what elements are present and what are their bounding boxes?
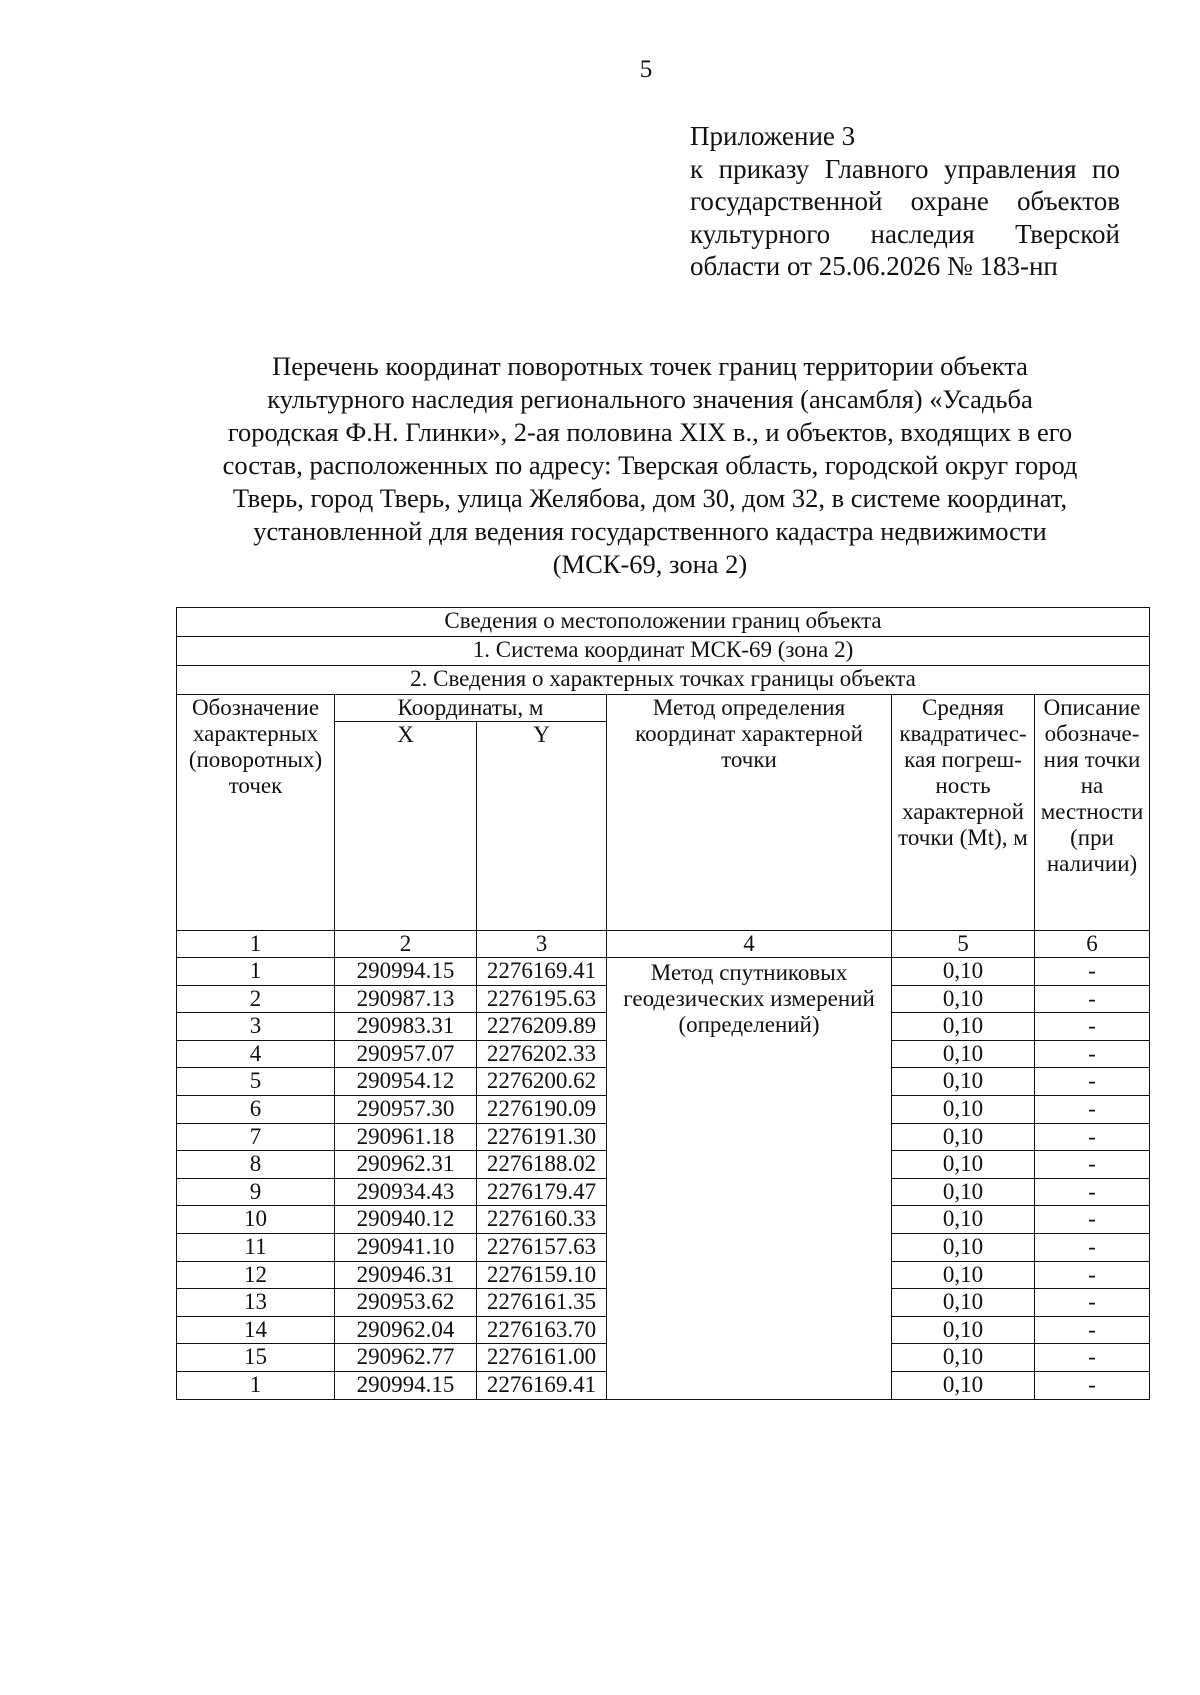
y-coordinate-cell: 2276200.62: [477, 1068, 607, 1096]
point-id-cell: 11: [177, 1233, 335, 1261]
column-number: 3: [477, 931, 607, 958]
header-text: характерной: [902, 799, 1024, 824]
description-cell: -: [1035, 1371, 1150, 1399]
description-cell: -: [1035, 1123, 1150, 1151]
point-id-cell: 8: [177, 1151, 335, 1179]
header-text: точек: [228, 773, 283, 798]
table-header-location: Сведения о местоположении границ объекта: [177, 608, 1150, 637]
point-id-cell: 12: [177, 1261, 335, 1289]
header-text: Обозначение: [191, 695, 320, 720]
title-line: городская Ф.Н. Глинки», 2-ая половина XIX в., и объектов, входящих в его: [227, 417, 1073, 447]
header-text: координат характерной: [635, 721, 863, 746]
x-coordinate-cell: 290934.43: [335, 1178, 477, 1206]
method-text: геодезических измерений: [623, 986, 875, 1011]
error-cell: 0,10: [892, 1316, 1035, 1344]
appendix-line: Приложение 3: [690, 121, 856, 151]
x-coordinate-cell: 290940.12: [335, 1206, 477, 1234]
title-line: состав, расположенных по адресу: Тверская область, городской округ город: [222, 450, 1078, 480]
x-coordinate-cell: 290962.31: [335, 1151, 477, 1179]
point-id-cell: 7: [177, 1123, 335, 1151]
table-row: [177, 958, 1150, 986]
x-coordinate-cell: 290962.04: [335, 1316, 477, 1344]
title-line: установленной для ведения государственного кадастра недвижимости: [253, 516, 1047, 546]
x-coordinate-cell: 290994.15: [335, 1371, 477, 1399]
x-coordinate-cell: 290983.31: [335, 1013, 477, 1041]
y-coordinate-cell: 2276161.35: [477, 1289, 607, 1317]
point-id-cell: 4: [177, 1040, 335, 1068]
header-text: ность: [935, 773, 991, 798]
column-header-coordinates: Координаты, м: [335, 695, 607, 722]
description-cell: -: [1035, 1261, 1150, 1289]
header-text: точки: [721, 747, 777, 772]
description-cell: -: [1035, 1178, 1150, 1206]
error-cell: 0,10: [892, 1013, 1035, 1041]
header-text: наличии): [1046, 851, 1138, 876]
column-header-error: [892, 695, 1035, 931]
y-coordinate-cell: 2276160.33: [477, 1206, 607, 1234]
header-text: Средняя: [922, 695, 1004, 720]
appendix-line: культурного наследия Тверской: [690, 218, 1120, 249]
error-cell: 0,10: [892, 1178, 1035, 1206]
point-id-cell: 1: [177, 1371, 335, 1399]
title-line: Тверь, город Тверь, улица Желябова, дом 30, дом 32, в системе координат,: [232, 483, 1068, 513]
document-title: [170, 350, 1130, 581]
y-coordinate-cell: 2276169.41: [477, 958, 607, 986]
error-cell: 0,10: [892, 1068, 1035, 1096]
y-coordinate-cell: 2276191.30: [477, 1123, 607, 1151]
column-header-point: [177, 695, 335, 931]
error-cell: 0,10: [892, 1095, 1035, 1123]
column-number: 4: [607, 931, 892, 958]
x-coordinate-cell: 290941.10: [335, 1233, 477, 1261]
header-text: характерных: [192, 721, 318, 746]
point-id-cell: 6: [177, 1095, 335, 1123]
error-cell: 0,10: [892, 1206, 1035, 1234]
description-cell: -: [1035, 1095, 1150, 1123]
description-cell: -: [1035, 958, 1150, 986]
error-cell: 0,10: [892, 1261, 1035, 1289]
point-id-cell: 13: [177, 1289, 335, 1317]
description-cell: -: [1035, 1151, 1150, 1179]
page-number: 5: [639, 56, 653, 83]
header-text: Метод определения: [652, 695, 846, 720]
coordinates-table: [176, 607, 1150, 1400]
x-coordinate-cell: 290946.31: [335, 1261, 477, 1289]
y-coordinate-cell: 2276159.10: [477, 1261, 607, 1289]
appendix-line: государственной охране объектов: [690, 186, 1120, 216]
column-number: 1: [177, 931, 335, 958]
method-text: (определений): [678, 1012, 820, 1037]
x-coordinate-cell: 290994.15: [335, 958, 477, 986]
column-header-description: [1035, 695, 1150, 931]
error-cell: 0,10: [892, 985, 1035, 1013]
column-header-x: X: [335, 722, 477, 931]
point-id-cell: 1: [177, 958, 335, 986]
description-cell: -: [1035, 1316, 1150, 1344]
description-cell: -: [1035, 985, 1150, 1013]
y-coordinate-cell: 2276190.09: [477, 1095, 607, 1123]
x-coordinate-cell: 290957.30: [335, 1095, 477, 1123]
point-id-cell: 3: [177, 1013, 335, 1041]
column-header-y: Y: [477, 722, 607, 931]
error-cell: 0,10: [892, 1371, 1035, 1399]
x-coordinate-cell: 290953.62: [335, 1289, 477, 1317]
point-id-cell: 2: [177, 985, 335, 1013]
error-cell: 0,10: [892, 1289, 1035, 1317]
header-text: точки (Mt), м: [898, 825, 1028, 850]
x-coordinate-cell: 290957.07: [335, 1040, 477, 1068]
column-number: 6: [1035, 931, 1150, 958]
point-id-cell: 5: [177, 1068, 335, 1096]
appendix-line: области от 25.06.2026 № 183-нп: [690, 251, 1058, 281]
appendix-line: к приказу Главного управления по: [690, 153, 1120, 184]
method-cell: [607, 958, 892, 1400]
error-cell: 0,10: [892, 1040, 1035, 1068]
y-coordinate-cell: 2276188.02: [477, 1151, 607, 1179]
header-text: обозначе-: [1044, 721, 1140, 746]
header-text: ния точки: [1043, 747, 1141, 772]
title-line: культурного наследия регионального значения (ансамбля) «Усадьба: [267, 384, 1033, 414]
table-header-system: 1. Система координат МСК-69 (зона 2): [177, 637, 1150, 666]
y-coordinate-cell: 2276163.70: [477, 1316, 607, 1344]
header-text: (поворотных): [188, 747, 323, 772]
y-coordinate-cell: 2276202.33: [477, 1040, 607, 1068]
error-cell: 0,10: [892, 1344, 1035, 1372]
x-coordinate-cell: 290987.13: [335, 985, 477, 1013]
error-cell: 0,10: [892, 1123, 1035, 1151]
header-text: квадратичес-: [899, 721, 1027, 746]
appendix-block: [690, 120, 1120, 283]
point-id-cell: 9: [177, 1178, 335, 1206]
y-coordinate-cell: 2276161.00: [477, 1344, 607, 1372]
title-line: (МСК-69, зона 2): [552, 549, 748, 579]
header-text: Описание: [1043, 695, 1141, 720]
x-coordinate-cell: 290961.18: [335, 1123, 477, 1151]
point-id-cell: 14: [177, 1316, 335, 1344]
column-header-method: [607, 695, 892, 931]
description-cell: -: [1035, 1289, 1150, 1317]
description-cell: -: [1035, 1233, 1150, 1261]
y-coordinate-cell: 2276209.89: [477, 1013, 607, 1041]
y-coordinate-cell: 2276169.41: [477, 1371, 607, 1399]
x-coordinate-cell: 290962.77: [335, 1344, 477, 1372]
header-text: местности: [1040, 799, 1144, 824]
title-line: Перечень координат поворотных точек границ территории объекта: [272, 351, 1028, 381]
column-number: 2: [335, 931, 477, 958]
description-cell: -: [1035, 1206, 1150, 1234]
y-coordinate-cell: 2276195.63: [477, 985, 607, 1013]
error-cell: 0,10: [892, 1233, 1035, 1261]
header-text: на: [1080, 773, 1104, 798]
column-number: 5: [892, 931, 1035, 958]
y-coordinate-cell: 2276179.47: [477, 1178, 607, 1206]
method-text: Метод спутниковых: [650, 960, 848, 985]
description-cell: -: [1035, 1040, 1150, 1068]
point-id-cell: 15: [177, 1344, 335, 1372]
error-cell: 0,10: [892, 958, 1035, 986]
x-coordinate-cell: 290954.12: [335, 1068, 477, 1096]
description-cell: -: [1035, 1344, 1150, 1372]
point-id-cell: 10: [177, 1206, 335, 1234]
error-cell: 0,10: [892, 1151, 1035, 1179]
description-cell: -: [1035, 1013, 1150, 1041]
header-text: кая погреш-: [904, 747, 1022, 772]
y-coordinate-cell: 2276157.63: [477, 1233, 607, 1261]
table-header-points: 2. Сведения о характерных точках границы объекта: [177, 666, 1150, 695]
header-text: (при: [1070, 825, 1114, 850]
description-cell: -: [1035, 1068, 1150, 1096]
